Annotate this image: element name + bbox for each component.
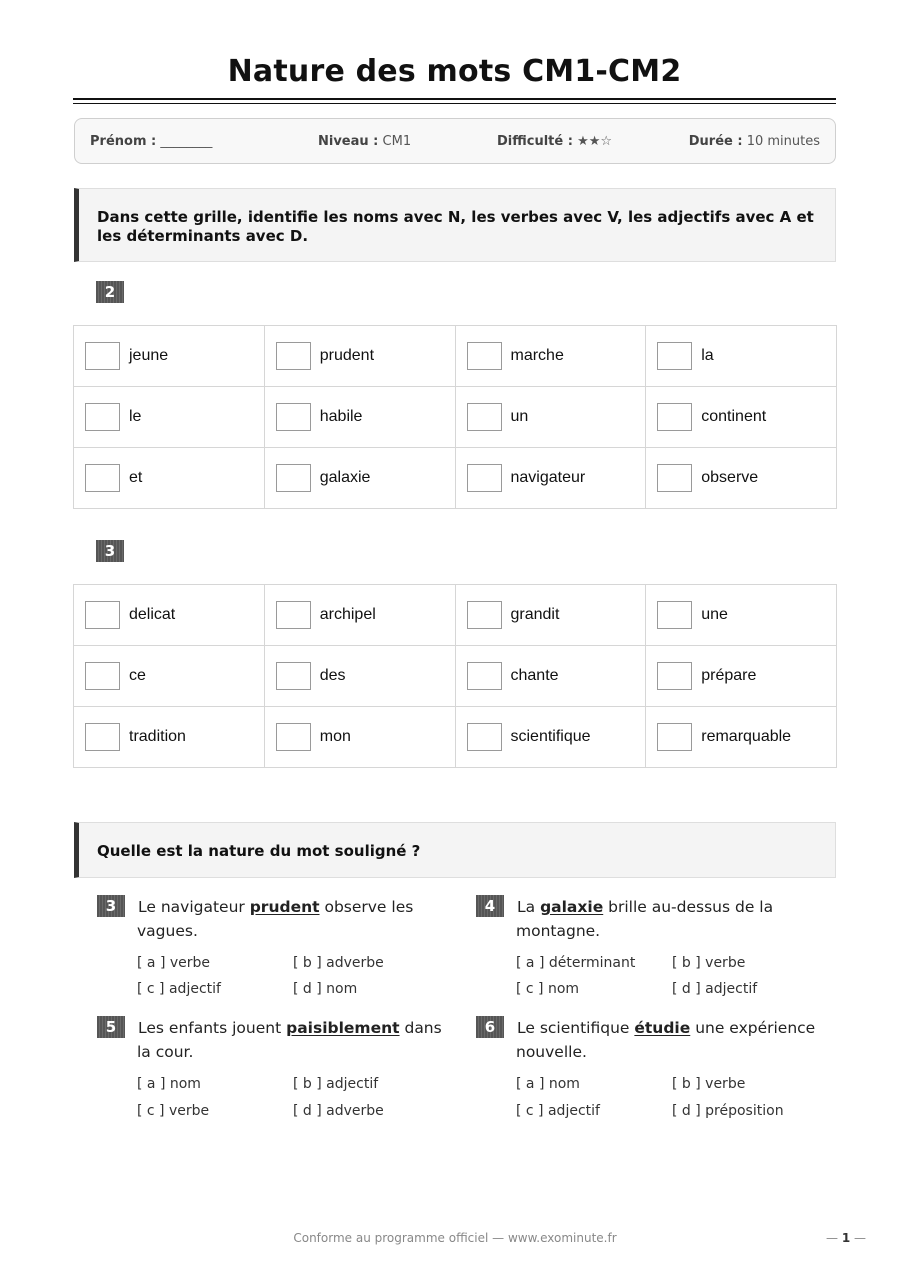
niveau-label: Niveau : <box>318 134 379 149</box>
exercise-number-badge: 2 <box>96 281 124 303</box>
grid-row <box>74 387 837 448</box>
grid-word: scientifique <box>510 728 591 745</box>
answer-checkbox[interactable] <box>657 723 692 751</box>
answer-option[interactable]: [ d ] adverbe <box>293 1103 384 1119</box>
grid-cell <box>455 326 646 387</box>
question-number-badge: 3 <box>97 895 125 917</box>
answer-checkbox[interactable] <box>276 403 311 431</box>
answer-option[interactable]: [ b ] adjectif <box>293 1076 379 1092</box>
answer-checkbox[interactable] <box>276 464 311 492</box>
question-sentence: Les enfants jouent paisiblement dans la cour. <box>137 1019 442 1061</box>
answer-checkbox[interactable] <box>467 464 502 492</box>
underlined-word: paisiblement <box>286 1019 400 1037</box>
answer-checkbox[interactable] <box>276 723 311 751</box>
answer-option[interactable]: [ a ] nom <box>516 1076 580 1092</box>
question <box>476 895 816 1005</box>
duree-field <box>689 134 820 149</box>
question <box>97 895 437 1005</box>
grid-cell <box>646 585 837 646</box>
answer-option[interactable]: [ c ] adjectif <box>516 1103 600 1119</box>
answer-checkbox[interactable] <box>657 403 692 431</box>
question-sentence: Le navigateur prudent observe les vagues. <box>137 898 414 940</box>
grid-cell <box>264 585 455 646</box>
title-rule-thick <box>73 98 836 100</box>
word-grid <box>73 325 837 509</box>
grid-word: remarquable <box>701 728 792 745</box>
grid-cell <box>74 585 265 646</box>
answer-option[interactable]: [ b ] verbe <box>672 955 746 971</box>
answer-checkbox[interactable] <box>657 601 692 629</box>
answer-option[interactable]: [ d ] nom <box>293 981 358 997</box>
grid-word: habile <box>319 408 363 425</box>
underlined-word: galaxie <box>540 898 604 916</box>
question-number-badge: 6 <box>476 1016 504 1038</box>
question <box>97 1016 442 1126</box>
grid-row <box>74 646 837 707</box>
grid-word: mon <box>319 728 351 745</box>
difficulte-stars: ★★☆ <box>577 134 613 149</box>
grid-cell <box>455 585 646 646</box>
grid-word: marche <box>510 347 564 364</box>
answer-checkbox[interactable] <box>467 342 502 370</box>
answer-checkbox[interactable] <box>657 342 692 370</box>
answer-checkbox[interactable] <box>276 601 311 629</box>
grid-word: tradition <box>129 728 186 745</box>
answer-checkbox[interactable] <box>467 662 502 690</box>
grid-cell <box>646 448 837 509</box>
underlined-word: prudent <box>249 898 320 916</box>
answer-checkbox[interactable] <box>85 601 120 629</box>
grid-word: grandit <box>510 606 560 623</box>
grid-word: archipel <box>319 606 376 623</box>
question <box>476 1016 816 1126</box>
grid-cell <box>74 707 265 768</box>
grid-word: la <box>701 347 714 364</box>
grid-cell <box>264 646 455 707</box>
grid-word: un <box>510 408 529 425</box>
answer-option[interactable]: [ c ] verbe <box>137 1103 210 1119</box>
duree-label: Durée : <box>688 134 743 149</box>
answer-checkbox[interactable] <box>276 662 311 690</box>
footer-text: Conforme au programme officiel — www.exominute.fr <box>293 1231 617 1245</box>
difficulte-field <box>497 134 612 149</box>
word-grid <box>73 584 837 768</box>
grid-row <box>74 326 837 387</box>
grid-cell <box>74 326 265 387</box>
grid-cell <box>646 646 837 707</box>
answer-option[interactable]: [ b ] adverbe <box>293 955 384 971</box>
grid-cell <box>264 326 455 387</box>
question-sentence: Le scientifique étudie une expérience nouvelle. <box>516 1019 816 1061</box>
grid-cell <box>455 646 646 707</box>
mcq-instruction: Quelle est la nature du mot souligné ? <box>74 822 836 878</box>
grid-word: prudent <box>319 347 375 364</box>
prenom-label: Prénom : <box>90 134 157 149</box>
page-number: — 1 — <box>825 1231 866 1245</box>
grid-cell <box>646 326 837 387</box>
answer-checkbox[interactable] <box>85 464 120 492</box>
answer-option[interactable]: [ c ] nom <box>516 981 580 997</box>
grid-cell <box>264 387 455 448</box>
grid-row <box>74 448 837 509</box>
niveau-value: CM1 <box>382 134 412 149</box>
grid-instruction: Dans cette grille, identifie les noms avec N, les verbes avec V, les adjectifs avec A et les déterminants avec D. <box>74 188 836 262</box>
question-sentence: La galaxie brille au-dessus de la montagne. <box>516 898 774 940</box>
grid-word: delicat <box>129 606 176 623</box>
answer-option[interactable]: [ a ] nom <box>137 1076 201 1092</box>
underlined-word: étudie <box>634 1019 691 1037</box>
grid-cell <box>264 707 455 768</box>
grid-cell <box>74 387 265 448</box>
grid-cell <box>646 707 837 768</box>
prenom-value[interactable]: ________ <box>160 134 213 149</box>
grid-row <box>74 585 837 646</box>
answer-option[interactable]: [ c ] adjectif <box>137 981 221 997</box>
answer-checkbox[interactable] <box>467 601 502 629</box>
answer-checkbox[interactable] <box>467 403 502 431</box>
answer-option[interactable]: [ a ] verbe <box>137 955 211 971</box>
answer-checkbox[interactable] <box>85 403 120 431</box>
grid-cell <box>455 387 646 448</box>
answer-option[interactable]: [ d ] préposition <box>672 1103 784 1119</box>
grid-cell <box>455 707 646 768</box>
duree-value: 10 minutes <box>746 134 820 149</box>
grid-cell <box>646 387 837 448</box>
grid-row <box>74 707 837 768</box>
grid-word: des <box>319 667 346 684</box>
grid-word: continent <box>701 408 767 425</box>
answer-checkbox[interactable] <box>276 342 311 370</box>
grid-word: le <box>129 408 142 425</box>
grid-cell <box>455 448 646 509</box>
grid-word: navigateur <box>510 469 586 486</box>
grid-word: et <box>129 469 143 486</box>
grid-word: ce <box>129 667 146 684</box>
answer-checkbox[interactable] <box>85 662 120 690</box>
grid-cell <box>74 646 265 707</box>
answer-option[interactable]: [ b ] verbe <box>672 1076 746 1092</box>
title-rule-thin <box>73 103 836 104</box>
grid-word: observe <box>701 469 759 486</box>
answer-option[interactable]: [ a ] déterminant <box>516 955 636 971</box>
question-number-badge: 5 <box>97 1016 125 1038</box>
answer-checkbox[interactable] <box>85 723 120 751</box>
grid-cell <box>74 448 265 509</box>
niveau-field <box>318 134 411 149</box>
answer-checkbox[interactable] <box>657 662 692 690</box>
grid-word: jeune <box>129 347 169 364</box>
grid-word: une <box>701 606 728 623</box>
info-bar <box>74 118 836 164</box>
answer-checkbox[interactable] <box>657 464 692 492</box>
grid-word: galaxie <box>319 469 371 486</box>
answer-option[interactable]: [ d ] adjectif <box>672 981 758 997</box>
difficulte-label: Difficulté : <box>497 134 573 149</box>
exercise-number-badge: 3 <box>96 540 124 562</box>
grid-word: chante <box>510 667 559 684</box>
question-number-badge: 4 <box>476 895 504 917</box>
answer-checkbox[interactable] <box>467 723 502 751</box>
answer-checkbox[interactable] <box>85 342 120 370</box>
grid-cell <box>264 448 455 509</box>
page-title: Nature des mots CM1-CM2 <box>227 54 682 89</box>
prenom-field[interactable] <box>90 134 212 149</box>
grid-word: prépare <box>701 667 757 684</box>
